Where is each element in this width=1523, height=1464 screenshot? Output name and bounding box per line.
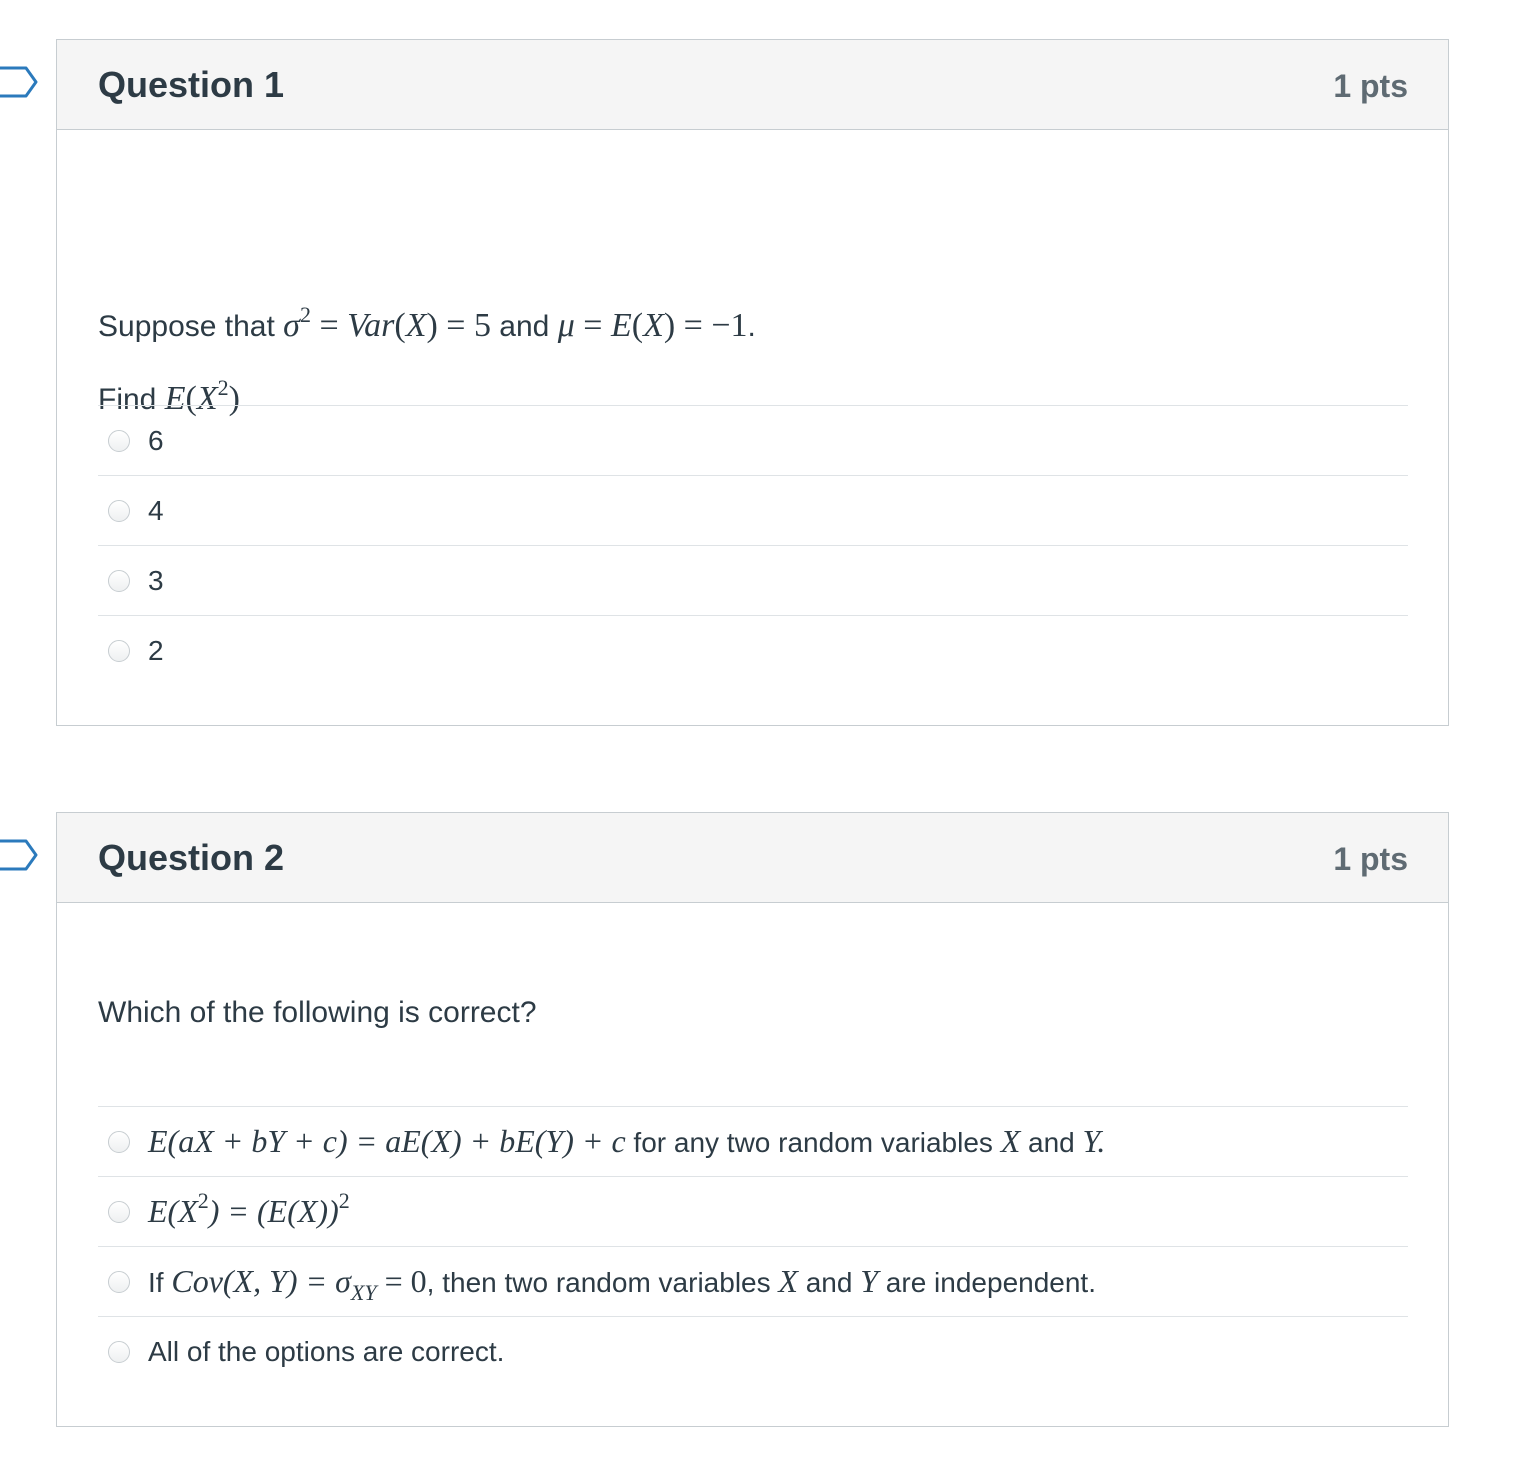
answer-option[interactable] [98, 1247, 1408, 1317]
math-part: ) = (E(X)) [208, 1193, 339, 1229]
question-title: Question 1 [98, 64, 285, 105]
radio-button[interactable] [108, 500, 130, 522]
math-paren: ( [631, 307, 644, 344]
math-superscript: 2 [299, 302, 311, 327]
math-value: ) = 5 [426, 307, 491, 344]
text-span: for any two random variables [625, 1127, 1001, 1158]
flag-question-1-icon[interactable] [0, 66, 38, 98]
math-paren: ( [185, 380, 197, 417]
math-equals: = [310, 307, 348, 344]
math-part: = 0 [376, 1263, 427, 1299]
answer-label [148, 1188, 350, 1230]
answer-label: 6 [148, 424, 164, 456]
text-span: and [797, 1267, 861, 1298]
math-mu: μ [557, 307, 575, 344]
math-expression: E(aX + bY + c) = aE(X) + bE(Y) + c [148, 1123, 626, 1159]
question-2 [56, 812, 1449, 1427]
answer-label: 4 [148, 494, 164, 526]
math-expression [558, 307, 748, 344]
math-equals: = [574, 307, 611, 344]
text-span: . [747, 310, 756, 343]
question-text: Which of the following is correct? [98, 996, 537, 1029]
math-e: E [164, 380, 186, 417]
math-var: Var [347, 307, 395, 344]
radio-button[interactable] [108, 430, 130, 452]
question-header [57, 813, 1448, 903]
math-period: . [1097, 1123, 1106, 1159]
math-y: Y [1082, 1123, 1098, 1159]
answer-option[interactable] [98, 616, 1408, 685]
math-subscript: XY [350, 1280, 377, 1305]
text-span: Suppose that [98, 310, 284, 343]
answer-label: 3 [148, 564, 164, 596]
math-x: X [1000, 1123, 1021, 1159]
math-paren: ( [394, 307, 406, 344]
radio-button[interactable] [108, 1201, 130, 1223]
text-span: , then two random variables [426, 1267, 779, 1298]
answer-option[interactable] [98, 1317, 1408, 1386]
answer-label [148, 1263, 1096, 1305]
math-paren: ) [228, 380, 240, 417]
question-points: 1 pts [1333, 68, 1408, 104]
text-span: are independent. [878, 1267, 1096, 1298]
question-title: Question 2 [98, 837, 285, 878]
answer-list [98, 405, 1408, 685]
math-x: X [196, 380, 218, 417]
answer-label: All of the options are correct. [148, 1335, 505, 1367]
math-superscript: 2 [197, 1188, 209, 1213]
math-sigma: σ [283, 307, 300, 344]
math-part: E(X [148, 1193, 198, 1229]
answer-label [148, 1123, 1105, 1160]
math-y: Y [860, 1263, 879, 1299]
text-span: and [490, 310, 558, 343]
answer-option[interactable] [98, 476, 1408, 546]
radio-button[interactable] [108, 640, 130, 662]
math-value: ) = −1 [663, 307, 748, 344]
radio-button[interactable] [108, 1271, 130, 1293]
math-x: X [643, 307, 664, 344]
answer-label: 2 [148, 634, 164, 666]
math-superscript: 2 [217, 375, 229, 400]
radio-button[interactable] [108, 1131, 130, 1153]
question-text-line-1 [98, 302, 756, 347]
question-1 [56, 39, 1449, 726]
text-span: If [148, 1267, 172, 1298]
text-span: Find [98, 383, 165, 416]
radio-button[interactable] [108, 1341, 130, 1363]
answer-list [98, 1106, 1408, 1386]
math-expression [283, 302, 491, 344]
question-header [57, 40, 1448, 130]
answer-option[interactable] [98, 406, 1408, 476]
flag-question-2-icon[interactable] [0, 839, 38, 871]
math-expression [148, 1188, 350, 1229]
answer-option[interactable] [98, 546, 1408, 616]
question-points: 1 pts [1333, 841, 1408, 877]
text-span: and [1020, 1127, 1083, 1158]
answer-option[interactable] [98, 1107, 1408, 1177]
math-part: Cov(X, Y) = σ [171, 1263, 351, 1299]
math-x: X [405, 307, 427, 344]
math-x: X [778, 1263, 798, 1299]
radio-button[interactable] [108, 570, 130, 592]
math-superscript: 2 [338, 1188, 350, 1213]
answer-option[interactable] [98, 1177, 1408, 1247]
math-e: E [610, 307, 632, 344]
math-expression [171, 1263, 427, 1305]
